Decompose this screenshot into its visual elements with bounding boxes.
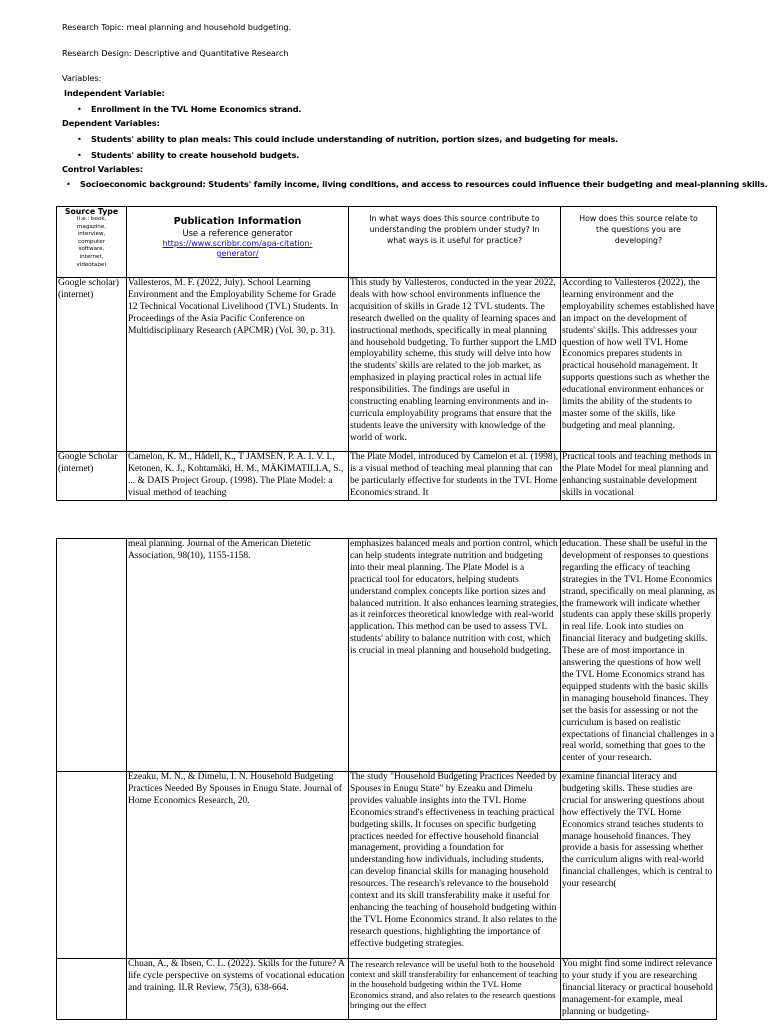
relation-cell: According to Vallesteros (2022), the learning environment and the employability schemes established have an impact on the development of students' skills. This addresses your question of how well TVL Home Economics prepares students in practical household management. It supports questions such as whether the educational environment enhances or limits the ability of the students to master some of the skills, like budgeting and meal planning. [561,278,717,452]
publication-cell: Chuan, A., & Ibsen, C. L. (2022). Skills for the future? A life cycle perspective on systems of vocational education and training. ILR Review, 75(3), 638-664. [127,959,349,1020]
dependent-item: • Students' ability to create household budgets. [91,150,299,160]
source-type-header: Source Type (i.e.: book, magazine, interview, computer software, internet, videotape) [57,207,127,278]
source-type-cell [57,772,127,959]
publication-cell: Ezeaku, M. N., & Dimelu, I. N. Household Budgeting Practices Needed By Spouses in Enugu State. Journal of Home Economics Research, 20. [127,772,349,959]
table-row [57,539,717,772]
variables-label: Variables: [62,73,102,83]
source-type-cell: Google Scholar (internet) [57,452,127,501]
relation-cell: examine financial literacy and budgeting skills. These studies are crucial for answering questions about how effectively the TVL Home Economics strand teaches students to manage household finances. They provide a basis for assessing whether the curriculum aligns with real-world financial challenges, which is central to your research( [561,772,717,959]
publication-cell: Camelon, K. M., Hådell, K., T JÄMSEN, P. Ä. I. V. I., Ketonen, K. J., Kohtamäki, H. M., MÄKIMATILLA, S., ... & DAIS Project Group. (1998). The Plate Model: a visual method of teaching [127,452,349,501]
table-row [57,452,717,501]
independent-variable-label: Independent Variable: [64,88,165,98]
contribution-header: In what ways does this source contribute to understanding the problem under study? In what ways is it useful for practice? [349,207,561,278]
relation-cell: Practical tools and teaching methods in the Plate Model for meal planning and enhancing sustainable development skills in vocational [561,452,717,501]
contribution-cell: The research relevance will be useful both to the household context and skill transferability for enhancement of teaching in the household budgeting within the TVL Home Economics strand, and also relates to the research questions bringing out the effect [349,959,561,1020]
reference-generator-link[interactable]: https://www.scribbr.com/apa-citation-generator/ [162,239,313,258]
source-table-page-1 [56,206,717,501]
publication-cell: meal planning. Journal of the American Dietetic Association, 98(10), 1155-1158. [127,539,349,772]
source-type-cell [57,959,127,1020]
source-table-page-2 [56,538,717,1020]
research-topic: Research Topic: meal planning and household budgeting. [62,22,292,32]
dependent-variables-label: Dependent Variables: [62,118,160,128]
publication-info-header: Publication Information Use a reference generator https://www.scribbr.com/apa-citation-generator/ [127,207,349,278]
table-header-row [57,207,717,278]
table-row [57,959,717,1020]
contribution-cell: The Plate Model, introduced by Camelon et al. (1998), is a visual method of teaching meal planning that can be particularly effective for students in the TVL Home Economics strand. It [349,452,561,501]
control-variables-label: Control Variables: [62,164,144,174]
relation-cell: You might find some indirect relevance to your study if you are researching financial literacy or practical household management-for example, meal planning or budgeting- [561,959,717,1020]
dependent-item: • Students' ability to plan meals: This could include understanding of nutrition, portion sizes, and budgeting for meals. [91,134,618,144]
independent-item: • Enrollment in the TVL Home Economics strand. [91,104,301,114]
table-row [57,772,717,959]
contribution-cell: This study by Vallesteros, conducted in the year 2022, deals with how school environments influence the acquisition of skills in Grade 12 TVL students. The research dwelled on the quality of learning spaces and instructional methods, specifically in meal planning and household budgeting. To further support the LMD employability scheme, this study will delve into how the students' skills are related to the job market, as emphasized in playing practical roles in actual life responsibilities. The findings are useful in constructing enabling learning environments and in-curricula employability programs that ensure that the students leave the university with knowledge of the world of work. [349,278,561,452]
research-design: Research Design: Descriptive and Quantitative Research [62,48,289,58]
relation-cell: education. These shall be useful in the development of responses to questions regarding the efficacy of teaching strategies in the TVL Home Economics strand, specifically on meal planning, as the framework will indicate whether students can apply these skills properly in real life. Look into studies on financial literacy and budgeting skills. These are of most importance in answering the questions of how well the TVL Home Economics strand has equipped students with the basic skills in managing household finances. They set the basis for assessing or not the curriculum is based on realistic expectations of financial challenges in a real world, something that goes to the center of your research. [561,539,717,772]
relation-header: How does this source relate to the questions you are developing? [561,207,717,278]
contribution-cell: The study "Household Budgeting Practices Needed by Spouses in Enugu State" by Ezeaku and Dimelu provides valuable insights into the TVL Home Economics strand's effectiveness in teaching practical budgeting skills. It focuses on specific budgeting practices needed for effective household financial management, providing a foundation for understanding how individuals, including students, can develop financial skills for managing household resources. The research's relevance to the household context and its skill transferability make it useful for enhancing the teaching of household budgeting within the TVL Home Economics strand. It also relates to the research questions, highlighting the importance of effective budgeting strategies. [349,772,561,959]
table-row [57,278,717,452]
control-item: • Socioeconomic background: Students' family income, living conditions, and access to resources could influence their budgeting and meal-planning skills. [80,179,768,189]
source-type-cell: Google scholar) (internet) [57,278,127,452]
publication-cell: Vallesteros, M. F. (2022, July). School Learning Environment and the Employability Scheme for Grade 12 Technical Vocational Livelihood (TVL) Students. In Proceedings of the Asia Pacific Conference on Multidisciplinary Research (APCMR) (Vol. 30, p. 31). [127,278,349,452]
source-type-cell [57,539,127,772]
contribution-cell: emphasizes balanced meals and portion control, which can help students integrate nutrition and budgeting into their meal planning. The Plate Model is a practical tool for educators, helping students understand complex concepts like portion sizes and balanced nutrition. It also enhances learning strategies, as it reinforces theoretical knowledge with real-world application. This method can be used to assess TVL students' ability to balance nutrition with cost, which is crucial in meal planning and household budgeting. [349,539,561,772]
